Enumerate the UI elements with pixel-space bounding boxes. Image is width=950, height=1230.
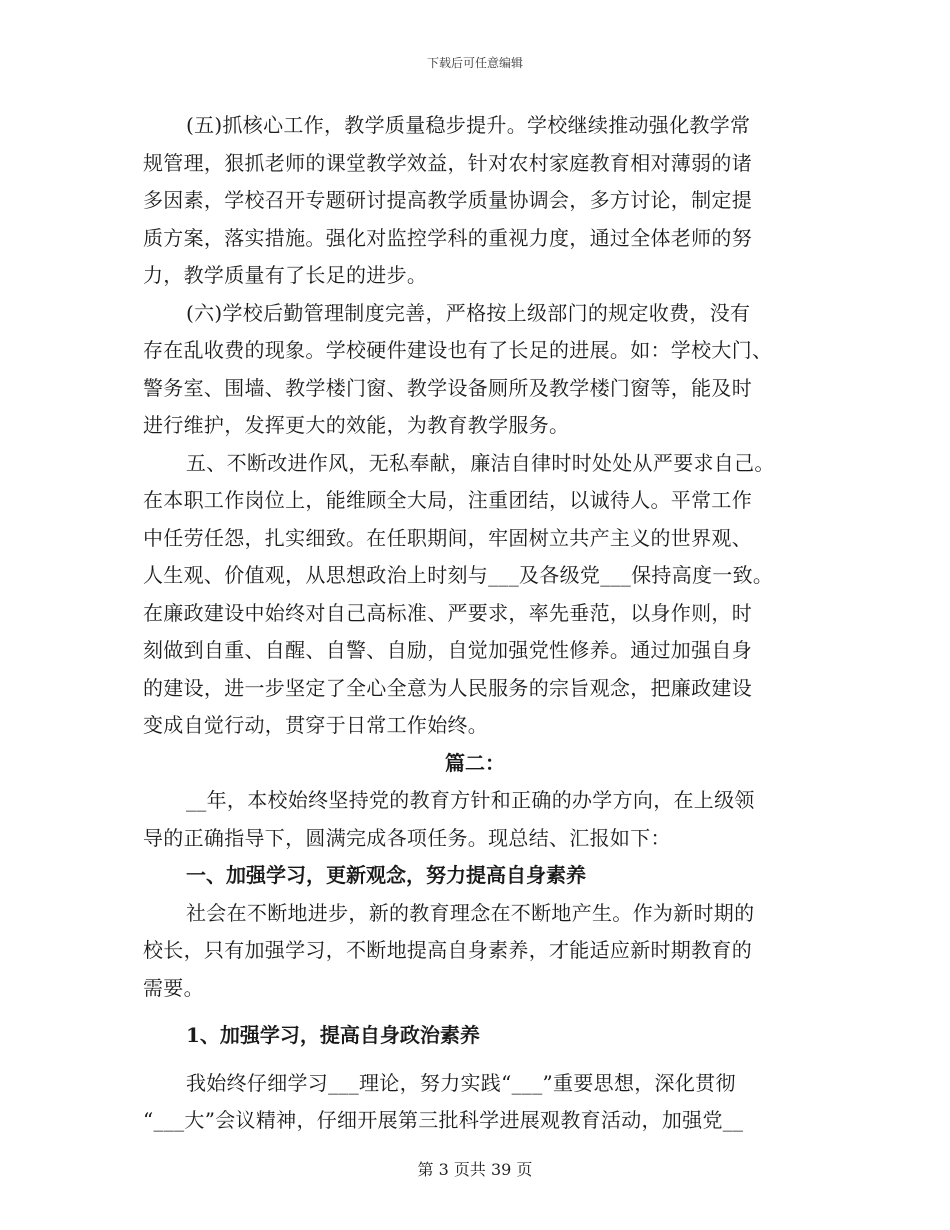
paragraph-study	[143, 1065, 807, 1140]
text-line: 刻做到自重、自醒、自警、自励，自觉加强党性修养。通过加强自身	[143, 638, 752, 662]
text-line: 在本职工作岗位上，能维顾全大局，注重团结，以诚待人。平常工作	[143, 488, 752, 512]
text-line: 中任劳任怨，扎实细致。在任职期间，牢固树立共产主义的世界观、	[143, 525, 752, 550]
text-line: 质方案，落实措施。强化对监控学科的重视力度，通过全体老师的努	[143, 225, 752, 250]
paragraph-five	[143, 107, 807, 295]
spacer	[143, 1007, 807, 1017]
text-line: 变成自觉行动，贯穿于日常工作始终。	[143, 713, 489, 737]
paragraph-society	[143, 895, 807, 1008]
heading-political: 1、加强学习，提高自身政治素养	[186, 1023, 480, 1047]
text-line: 我始终仔细学习___理论，努力实践“___”重要思想，深化贯彻	[186, 1070, 736, 1095]
text-line: “___大”会议精神，仔细开展第三批科学进展观教育活动，加强党__	[143, 1108, 744, 1132]
text-line: 的建设，进一步坚定了全心全意为人民服务的宗旨观念，把廉政建设	[143, 675, 752, 700]
heading-learning: 一、加强学习，更新观念，努力提高自身素养	[186, 863, 586, 887]
text-line: 校长，只有加强学习，不断地提高自身素养，才能适应新时期教育的	[143, 938, 752, 962]
page-header: 下载后可任意编辑	[426, 56, 523, 70]
paragraph-intro	[143, 782, 807, 857]
spacer	[143, 1055, 807, 1065]
paragraph-six	[143, 295, 807, 445]
text-line: 警务室、围墙、教学楼门窗、教学设备厕所及教学楼门窗等，能及时	[143, 375, 752, 400]
text-line: 在廉政建设中始终对自己高标准、严要求，率先垂范，以身作则，时	[143, 600, 752, 625]
text-line: __年，本校始终坚持党的教育方针和正确的办学方向，在上级领	[186, 788, 755, 812]
text-line: 需要。	[143, 975, 204, 1000]
text-line: 进行维护，发挥更大的效能，为教育教学服务。	[143, 413, 570, 437]
text-line: 社会在不断地进步，新的教育理念在不断地产生。作为新时期的	[186, 900, 755, 925]
text-line: 人生观、价值观，从思想政治上时刻与___及各级党___保持高度一致。	[143, 563, 774, 587]
document-body	[143, 107, 807, 1140]
text-line: (五)抓核心工作，教学质量稳步提升。学校继续推动强化教学常	[186, 113, 751, 137]
text-line: (六)学校后勤管理制度完善，严格按上级部门的规定收费，没有	[186, 300, 751, 325]
page-footer: 第 3 页共 39 页	[417, 1160, 533, 1179]
text-line: 力，教学质量有了长足的进步。	[143, 263, 428, 287]
paragraph-conduct	[143, 445, 807, 745]
text-line: 存在乱收费的现象。学校硬件建设也有了长足的进展。如：学校大门、	[143, 338, 773, 362]
text-line: 多因素，学校召开专题研讨提高教学质量协调会，多方讨论，制定提	[143, 188, 752, 212]
section-title: 篇二：	[445, 750, 505, 775]
text-line: 规管理，狠抓老师的课堂教学效益，针对农村家庭教育相对薄弱的诸	[143, 150, 752, 175]
text-line: 五、不断改进作风，无私奉献，廉洁自律时时处处从严要求自己。	[186, 450, 775, 475]
text-line: 导的正确指导下，圆满完成各项任务。现总结、汇报如下：	[143, 825, 671, 850]
